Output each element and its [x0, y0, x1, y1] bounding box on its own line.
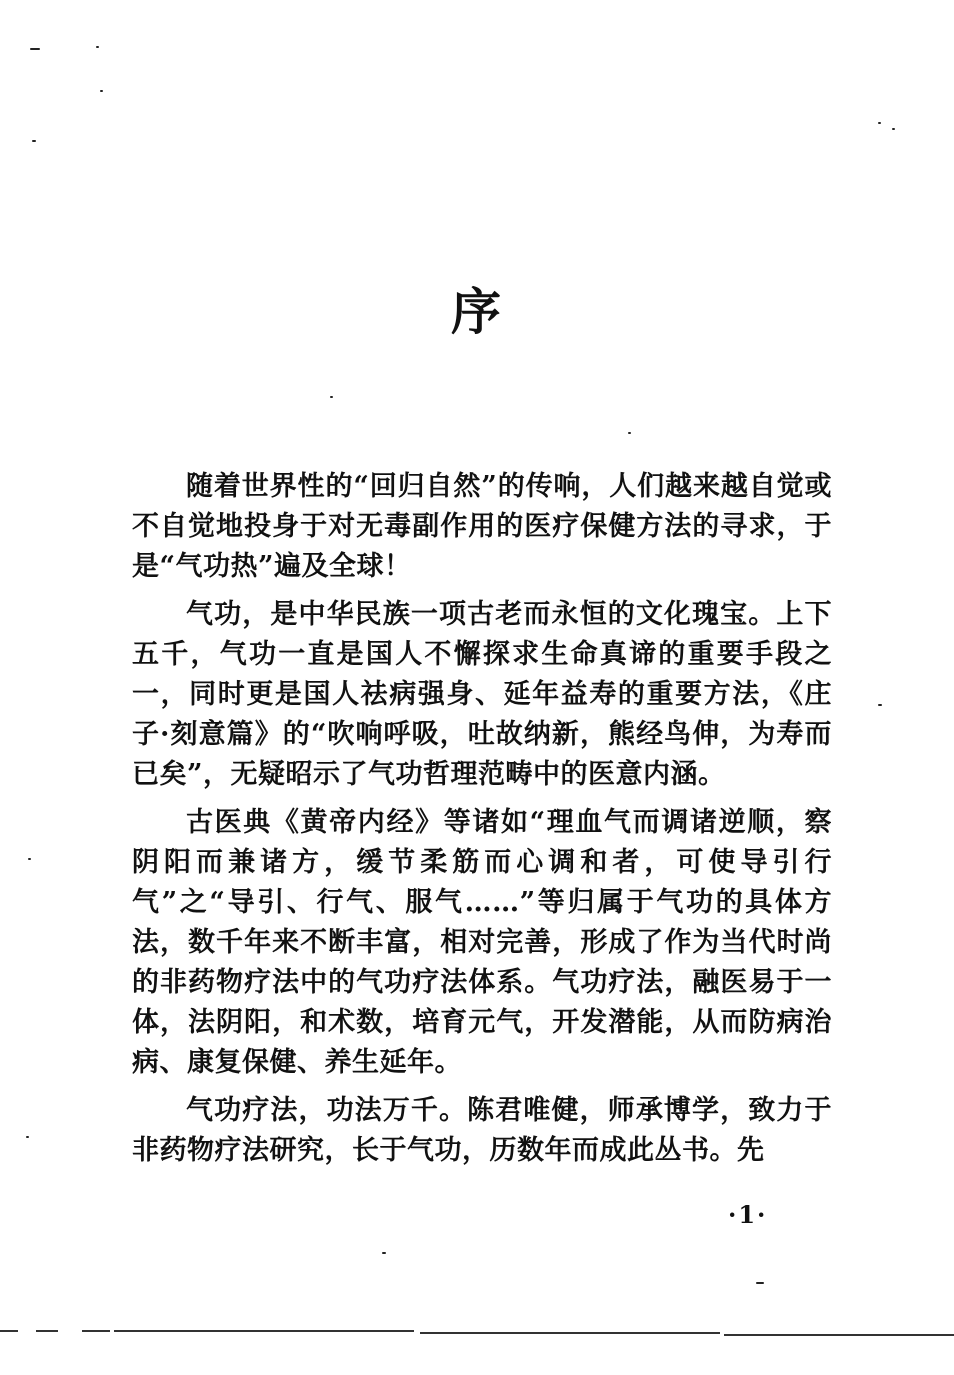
paragraph: 气功，是中华民族一项古老而永恒的文化瑰宝。上下五千，气功一直是国人不懈探求生命真谛的重要手段之一，同时更是国人祛病强身、延年益寿的重要方法，《庄子·刻意篇》的“吹响呼吸，吐故纳新，熊经鸟伸，为寿而已矣”，无疑昭示了气功哲理范畴中的医意内涵。: [132, 599, 832, 790]
scan-speck: [878, 704, 882, 706]
page-number: ·1·: [728, 1200, 768, 1229]
bottom-scan-line: [0, 1330, 954, 1340]
scan-speck: [382, 1252, 386, 1254]
scan-speck: [28, 858, 31, 860]
paragraph: 随着世界性的“回归自然”的传响，人们越来越自觉或不自觉地投身于对无毒副作用的医疗保健方法的寻求，于是“气功热”遍及全球！: [132, 471, 832, 582]
page-title: 序: [451, 282, 503, 341]
scan-speck: [32, 140, 36, 142]
scan-speck: [30, 48, 40, 50]
scan-speck: [628, 432, 631, 434]
scan-speck: [756, 1282, 764, 1284]
scan-speck: [892, 128, 895, 130]
paragraph: 气功疗法，功法万千。陈君唯健，师承博学，致力于非药物疗法研究，长于气功，历数年而成此丛书。先: [132, 1095, 832, 1166]
scan-speck: [330, 396, 333, 398]
paragraph: 古医典《黄帝内经》等诸如“理血气而调诸逆顺，察阴阳而兼诸方，缓节柔筋而心调和者，可使导引行气”之“导引、行气、服气……”等归属于气功的具体方法，数千年来不断丰富，相对完善，形成了作为当代时尚的非药物疗法中的气功疗法体系。气功疗法，融医易于一体，法阴阳，和术数，培育元气，开发潜能，从而防病治病、康复保健、养生延年。: [132, 807, 832, 1078]
scan-speck: [26, 1136, 29, 1138]
body-text: [132, 467, 832, 1179]
scan-speck: [878, 122, 881, 124]
scan-speck: [100, 90, 103, 92]
scan-speck: [96, 46, 99, 48]
